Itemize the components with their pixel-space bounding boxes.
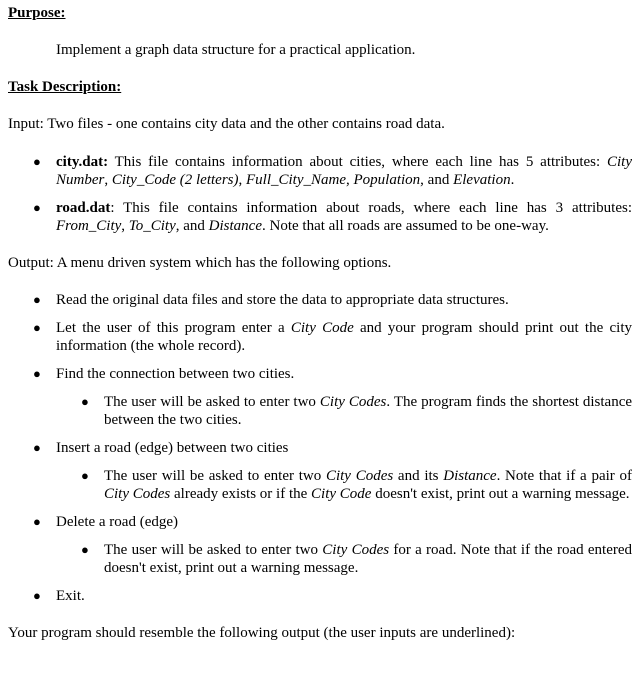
list-item-delete-road: ● Delete a road (edge): [33, 514, 179, 530]
list-item-delete-detail: ● The user will be asked to enter two City Codes for a road. Note that if the road entered doesn't exist, print out a warning message.: [81, 542, 633, 576]
input-intro: Input: Two files - one contains city data and the other contains road data.: [8, 116, 445, 132]
input-files-list: [8, 153, 632, 235]
purpose-text: Implement a graph data structure for a practical application.: [56, 42, 416, 58]
bullet-icon: ●: [81, 542, 89, 557]
bullet-icon: ●: [33, 320, 41, 335]
purpose-heading: Purpose:: [8, 5, 66, 21]
bullet-icon: ●: [33, 366, 41, 381]
bullet-icon: ●: [81, 394, 89, 409]
list-item-road-dat: ● road.dat: This file contains information about roads, where each line has 3 attributes: From_City, To_City, and Distance. Note that all roads are assumed to be one-way.: [33, 200, 632, 234]
menu-options-list: [8, 291, 632, 605]
list-item-find-connection: ● Find the connection between two cities.: [33, 366, 295, 382]
bullet-icon: ●: [33, 200, 41, 215]
list-item-exit: ● Exit.: [33, 588, 85, 604]
bullet-icon: ●: [33, 292, 41, 307]
list-item-read-files: ● Read the original data files and store the data to appropriate data structures.: [33, 292, 509, 308]
bullet-icon: ●: [81, 468, 89, 483]
bullet-icon: ●: [33, 154, 41, 169]
file-name: road.dat: [56, 200, 111, 216]
bullet-icon: ●: [33, 514, 41, 529]
bullet-icon: ●: [33, 588, 41, 603]
task-description-heading: Task Description:: [8, 79, 122, 95]
document-page: [8, 4, 632, 642]
bullet-icon: ●: [33, 440, 41, 455]
file-name: city.dat:: [56, 154, 109, 170]
list-item-lookup-city: ● Let the user of this program enter a City Code and your program should print out the city information (the whole record).: [33, 320, 632, 354]
list-item-insert-road: ● Insert a road (edge) between two cities: [33, 440, 289, 456]
output-intro: Output: A menu driven system which has the following options.: [8, 255, 392, 271]
list-item-insert-detail: ● The user will be asked to enter two City Codes and its Distance. Note that if a pair of City Codes already exists or if the City Code doesn't exist, print out a warning message.: [81, 468, 632, 502]
list-item-connection-detail: ● The user will be asked to enter two City Codes. The program finds the shortest distance between the two cities.: [81, 394, 633, 428]
closing-text: Your program should resemble the following output (the user inputs are underlined):: [8, 625, 516, 641]
list-item-city-dat: ● city.dat: This file contains information about cities, where each line has 5 attributes: City Number, City_Code (2 letters), Full_City_Name, Population, and Elevation.: [33, 154, 632, 188]
